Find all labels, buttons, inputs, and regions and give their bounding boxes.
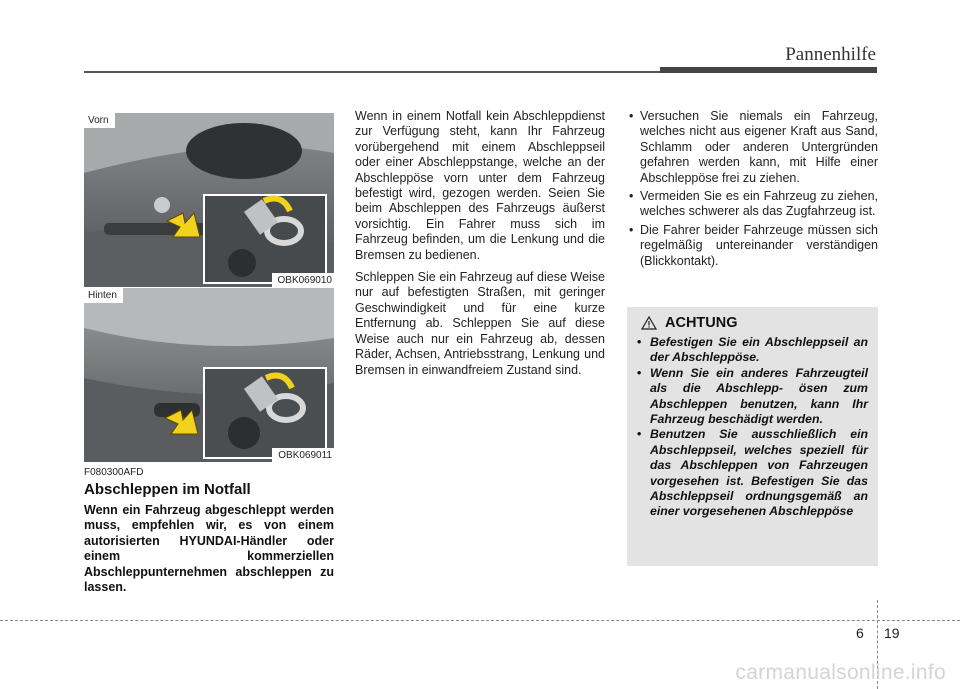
section-intro: Wenn ein Fahrzeug abgeschleppt werden muss, empfehlen wir, es von einem autorisierten HYUNDAI-Händler oder einem kommerziellen Abschleppunternehmen abschleppen zu lassen. xyxy=(84,503,334,595)
section-title: Abschleppen im Notfall xyxy=(84,481,251,498)
figure-code: OBK069011 xyxy=(272,448,334,462)
chapter-number: 6 xyxy=(856,625,864,641)
watermark: carmanualsonline.info xyxy=(735,661,946,684)
list-item: • Vermeiden Sie es ein Fahrzeug zu ziehen, welches schwerer als das Zugfahrzeug ist. xyxy=(627,189,878,220)
list-item: • Benutzen Sie ausschließlich ein Abschleppseil, welches speziell für das Abschleppen von Fahrzeugen vorgesehen ist. Befestigen Sie das Abschleppseil ordnungsgemäß an einer vorgesehenen Abschleppöse xyxy=(637,427,868,519)
caution-box xyxy=(627,307,878,566)
figure-label-rear: Hinten xyxy=(84,288,123,303)
figure-front-tow-hook xyxy=(84,113,334,287)
page-number: 19 xyxy=(884,625,900,641)
bullet-list xyxy=(627,109,878,269)
front-bumper-illustration xyxy=(84,113,334,287)
body-paragraph: Wenn in einem Notfall kein Abschleppdienst zur Verfügung steht, kann Ihr Fahrzeug vorübergehend mit einem Abschleppseil oder einer Abschleppstange, welche an der Abschleppöse vorn unter dem Fahrzeug befestigt wird, gezogen werden. Seien Sie beim Abschleppen des Fahrzeugs äußerst vorsichtig. Ein Fahrer muss sich im Fahrzeug befinden, um die Lenkung und die Bremsen zu bedienen. xyxy=(355,109,605,262)
warning-triangle-icon xyxy=(641,316,657,330)
body-paragraph: Schleppen Sie ein Fahrzeug auf diese Weise nur auf befestigten Straßen, mit geringer Geschwindigkeit und für eine kurze Entfernung ab. Schleppen Sie auf diese Weise auch nur ein Fahrzeug ab, dessen Räder, Achsen, Antriebsstrang, Lenkung und Bremsen in einwandfreiem Zustand sind. xyxy=(355,270,605,377)
page-header-title: Pannenhilfe xyxy=(785,44,876,65)
figure-label-front: Vorn xyxy=(84,113,115,128)
list-item: • Befestigen Sie ein Abschleppseil an der Abschleppöse. xyxy=(637,335,868,366)
header-rule xyxy=(84,71,664,73)
caution-title: ACHTUNG xyxy=(665,315,738,331)
caution-header xyxy=(641,315,868,331)
rear-bumper-illustration xyxy=(84,288,334,462)
header-rule-accent xyxy=(660,67,877,73)
list-item: • Versuchen Sie niemals ein Fahrzeug, welches nicht aus eigener Kraft aus Sand, Schlamm oder anderen Untergründen gefahren werden kann, mit Hilfe einer Abschleppöse frei zu ziehen. xyxy=(627,109,878,186)
body-column-2 xyxy=(355,109,605,385)
figure-rear-tow-hook xyxy=(84,288,334,462)
list-item: • Die Fahrer beider Fahrzeuge müssen sich regelmäßig untereinander verständigen (Blickkontakt). xyxy=(627,223,878,269)
caution-list xyxy=(637,335,868,520)
figure-code: OBK069010 xyxy=(272,273,335,287)
footer-rule xyxy=(0,620,960,621)
body-column-3 xyxy=(627,109,878,272)
list-item: • Wenn Sie ein anderes Fahrzeugteil als die Abschlepp- ösen zum Abschleppen benutzen, kann Ihr Fahrzeug beschädigt werden. xyxy=(637,366,868,428)
section-code: F080300AFD xyxy=(84,467,144,478)
